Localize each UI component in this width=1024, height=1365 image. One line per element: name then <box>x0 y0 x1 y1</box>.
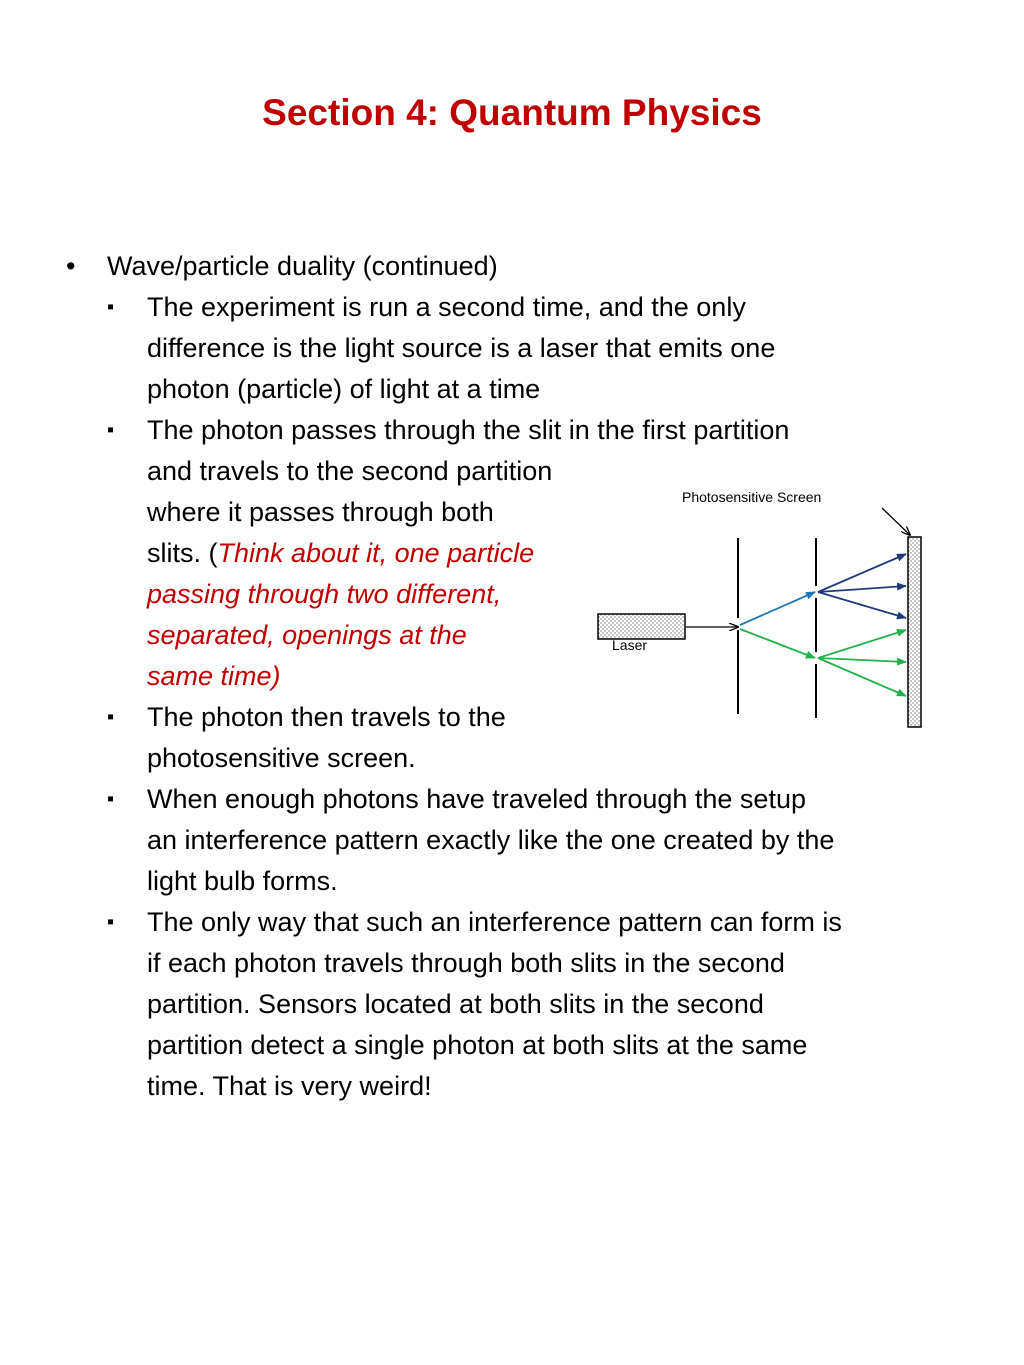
item-line: light bulb forms. <box>147 866 338 896</box>
emphasis-text: separated, openings at the <box>147 620 467 650</box>
item-line: time. That is very weird! <box>147 1071 432 1101</box>
photosensitive-screen <box>908 537 921 727</box>
list-item <box>0 287 1024 410</box>
item-line: photosensitive screen. <box>147 743 416 773</box>
ray-to-upper-slit <box>740 592 815 625</box>
item-line: photon (particle) of light at a time <box>147 374 541 404</box>
item-text-suffix: ) <box>271 661 281 691</box>
item-line: The only way that such an interference pattern can form is <box>147 907 842 937</box>
item-line: an interference pattern exactly like the one created by the <box>147 825 835 855</box>
item-line: The photon passes through the slit in the first partition <box>147 415 790 445</box>
lower-ray-2 <box>818 658 906 662</box>
emphasis-text: same time <box>147 661 272 691</box>
square-bullet-icon: ▪ <box>107 706 115 728</box>
item-line: partition. Sensors located at both slits in the second <box>147 989 764 1019</box>
item-line: difference is the light source is a laser that emits one <box>147 333 776 363</box>
laser-label: Laser <box>612 637 648 653</box>
square-bullet-icon: ▪ <box>107 296 115 318</box>
ray-to-lower-slit <box>740 629 815 658</box>
square-bullet-icon: ▪ <box>107 788 115 810</box>
bullet-dot: • <box>66 251 76 281</box>
lower-ray-3 <box>818 658 906 696</box>
item-text-prefix: slits. ( <box>147 538 218 568</box>
screen-label: Photosensitive Screen <box>682 489 822 505</box>
lower-ray-1 <box>818 630 906 658</box>
item-line: if each photon travels through both slits in the second <box>147 948 785 978</box>
screen-pointer-arrow <box>882 508 910 535</box>
double-slit-diagram <box>590 480 935 735</box>
item-line: and travels to the second partition <box>147 456 553 486</box>
list-item <box>0 902 1024 1107</box>
bullet-heading: Wave/particle duality (continued) <box>107 251 498 281</box>
item-line: partition detect a single photon at both slits at the same <box>147 1030 808 1060</box>
item-line: The experiment is run a second time, and the only <box>147 292 746 322</box>
laser-source <box>598 614 685 639</box>
square-bullet-icon: ▪ <box>107 419 115 441</box>
item-line: The photon then travels to the <box>147 702 506 732</box>
item-line: When enough photons have traveled through the setup <box>147 784 806 814</box>
list-item <box>0 779 1024 902</box>
upper-ray-3 <box>818 592 906 618</box>
page-title: Section 4: Quantum Physics <box>262 92 762 133</box>
item-line: where it passes through both <box>147 497 494 527</box>
emphasis-text: passing through two different, <box>147 579 502 609</box>
emphasis-text: Think about it, one particle <box>217 538 535 568</box>
square-bullet-icon: ▪ <box>107 911 115 933</box>
